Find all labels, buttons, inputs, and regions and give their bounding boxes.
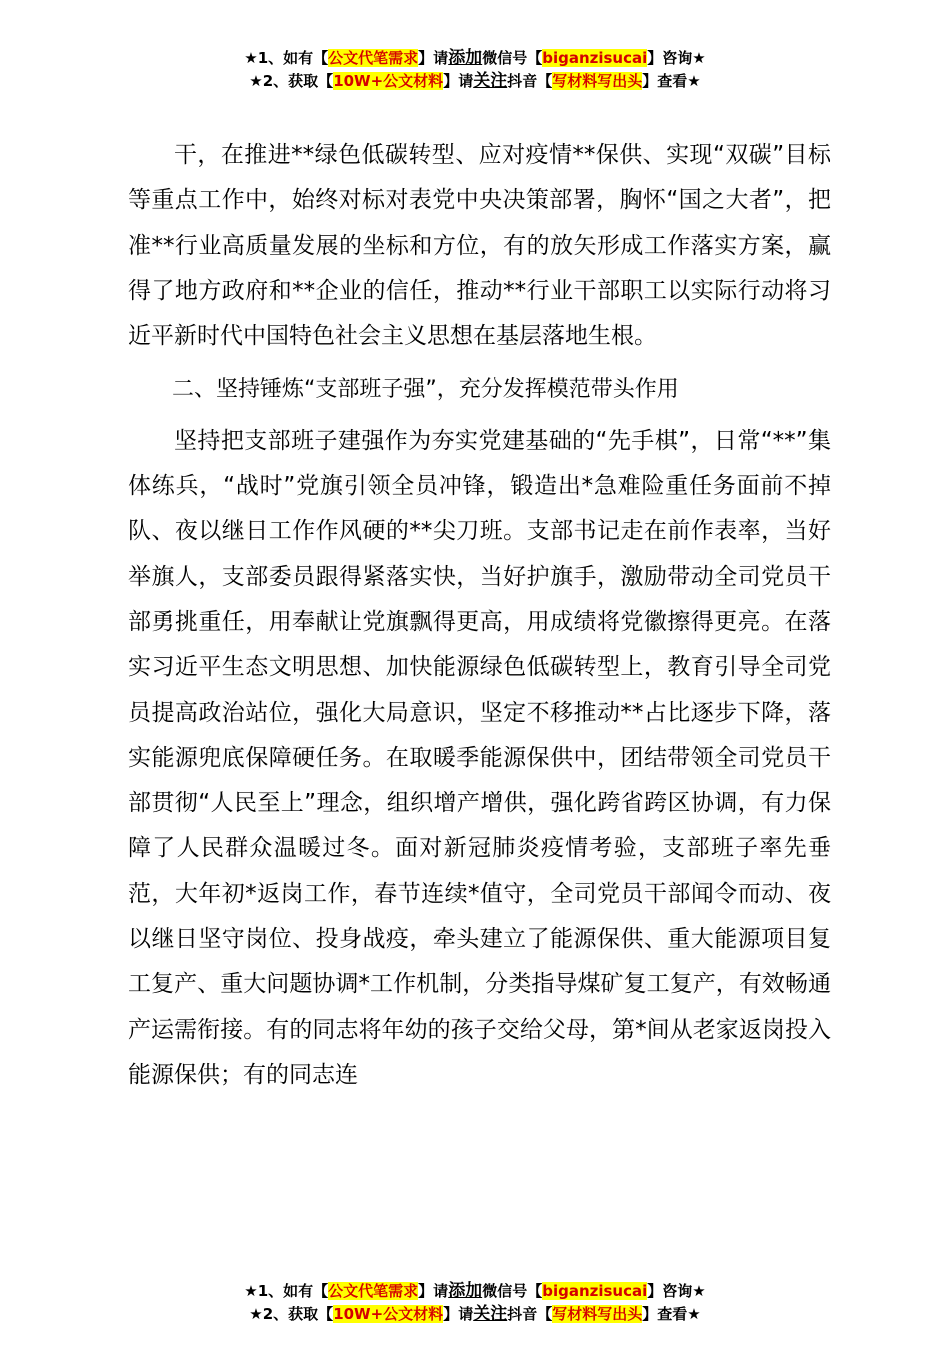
banner-emphasis: 关注	[473, 1304, 508, 1324]
banner-text: 】查看★	[642, 72, 701, 90]
banner-text: 】请	[443, 72, 474, 90]
banner-highlight: 公文代笔需求	[328, 1282, 419, 1300]
banner-line-1	[0, 1280, 950, 1303]
banner-text: ★2、获取【	[249, 72, 334, 90]
banner-text: ★1、如有【	[244, 49, 329, 67]
banner-highlight: biganzisucai	[542, 49, 648, 67]
banner-text: 】请	[418, 1282, 449, 1300]
banner-highlight: 10W+公文材料	[333, 1305, 444, 1323]
banner-text: 抖音【	[507, 72, 553, 90]
paragraph: 干，在推进**绿色低碳转型、应对疫情**保供、实现“双碳”目标等重点工作中，始终对标对表党中央决策部署，胸怀“国之大者”，把准**行业高质量发展的坐标和方位，有的放矢形成工作落实方案，赢得了地方政府和**企业的信任，推动**行业干部职工以实际行动将习近平新时代中国特色社会主义思想在基层落地生根。	[128, 142, 831, 350]
banner-text: 】咨询★	[647, 1282, 706, 1300]
banner-emphasis: 添加	[448, 48, 483, 68]
banner-highlight: 10W+公文材料	[333, 72, 444, 90]
top-banner	[0, 47, 950, 93]
banner-line-1	[0, 47, 950, 70]
banner-text: 】查看★	[642, 1305, 701, 1323]
banner-text: 】请	[443, 1305, 474, 1323]
banner-text: 】请	[418, 49, 449, 67]
bottom-banner	[0, 1280, 950, 1326]
banner-emphasis: 关注	[473, 71, 508, 91]
section-heading: 二、坚持锤炼“支部班子强”，充分发挥模范带头作用	[172, 377, 679, 403]
banner-highlight: 写材料写出头	[552, 72, 643, 90]
banner-text: 微信号【	[482, 1282, 543, 1300]
document-body	[128, 133, 831, 1098]
banner-text: ★2、获取【	[249, 1305, 334, 1323]
paragraph: 坚持把支部班子建强作为夯实党建基础的“先手棋”，日常“**”集体练兵，“战时”党旗引领全员冲锋，锻造出*急难险重任务面前不掉队、夜以继日工作作风硬的**尖刀班。支部书记走在前作表率，当好举旗人，支部委员跟得紧落实快，当好护旗手，激励带动全司党员干部勇挑重任，用奉献让党旗飘得更高，用成绩将党徽擦得更亮。在落实习近平生态文明思想、加快能源绿色低碳转型上，教育引导全司党员提高政治站位，强化大局意识，坚定不移推动**占比逐步下降，落实能源兜底保障硬任务。在取暖季能源保供中，团结带领全司党员干部贯彻“人民至上”理念，组织增产增供，强化跨省跨区协调，有力保障了人民群众温暖过冬。面对新冠肺炎疫情考验，支部班子率先垂范，大年初*返岗工作，春节连续*值守，全司党员干部闻令而动、夜以继日坚守岗位、投身战疫，牵头建立了能源保供、重大能源项目复工复产、重大问题协调*工作机制，分类指导煤矿复工复产，有效畅通产运需衔接。有的同志将年幼的孩子交给父母，第*间从老家返岗投入能源保供；有的同志连	[128, 427, 831, 1088]
banner-line-2	[0, 70, 950, 93]
banner-text: 微信号【	[482, 49, 543, 67]
banner-highlight: 公文代笔需求	[328, 49, 419, 67]
banner-text: 抖音【	[507, 1305, 553, 1323]
banner-highlight: 写材料写出头	[552, 1305, 643, 1323]
banner-line-2	[0, 1303, 950, 1326]
banner-highlight: biganzisucai	[542, 1282, 648, 1300]
banner-emphasis: 添加	[448, 1281, 483, 1301]
banner-text: 】咨询★	[647, 49, 706, 67]
banner-text: ★1、如有【	[244, 1282, 329, 1300]
